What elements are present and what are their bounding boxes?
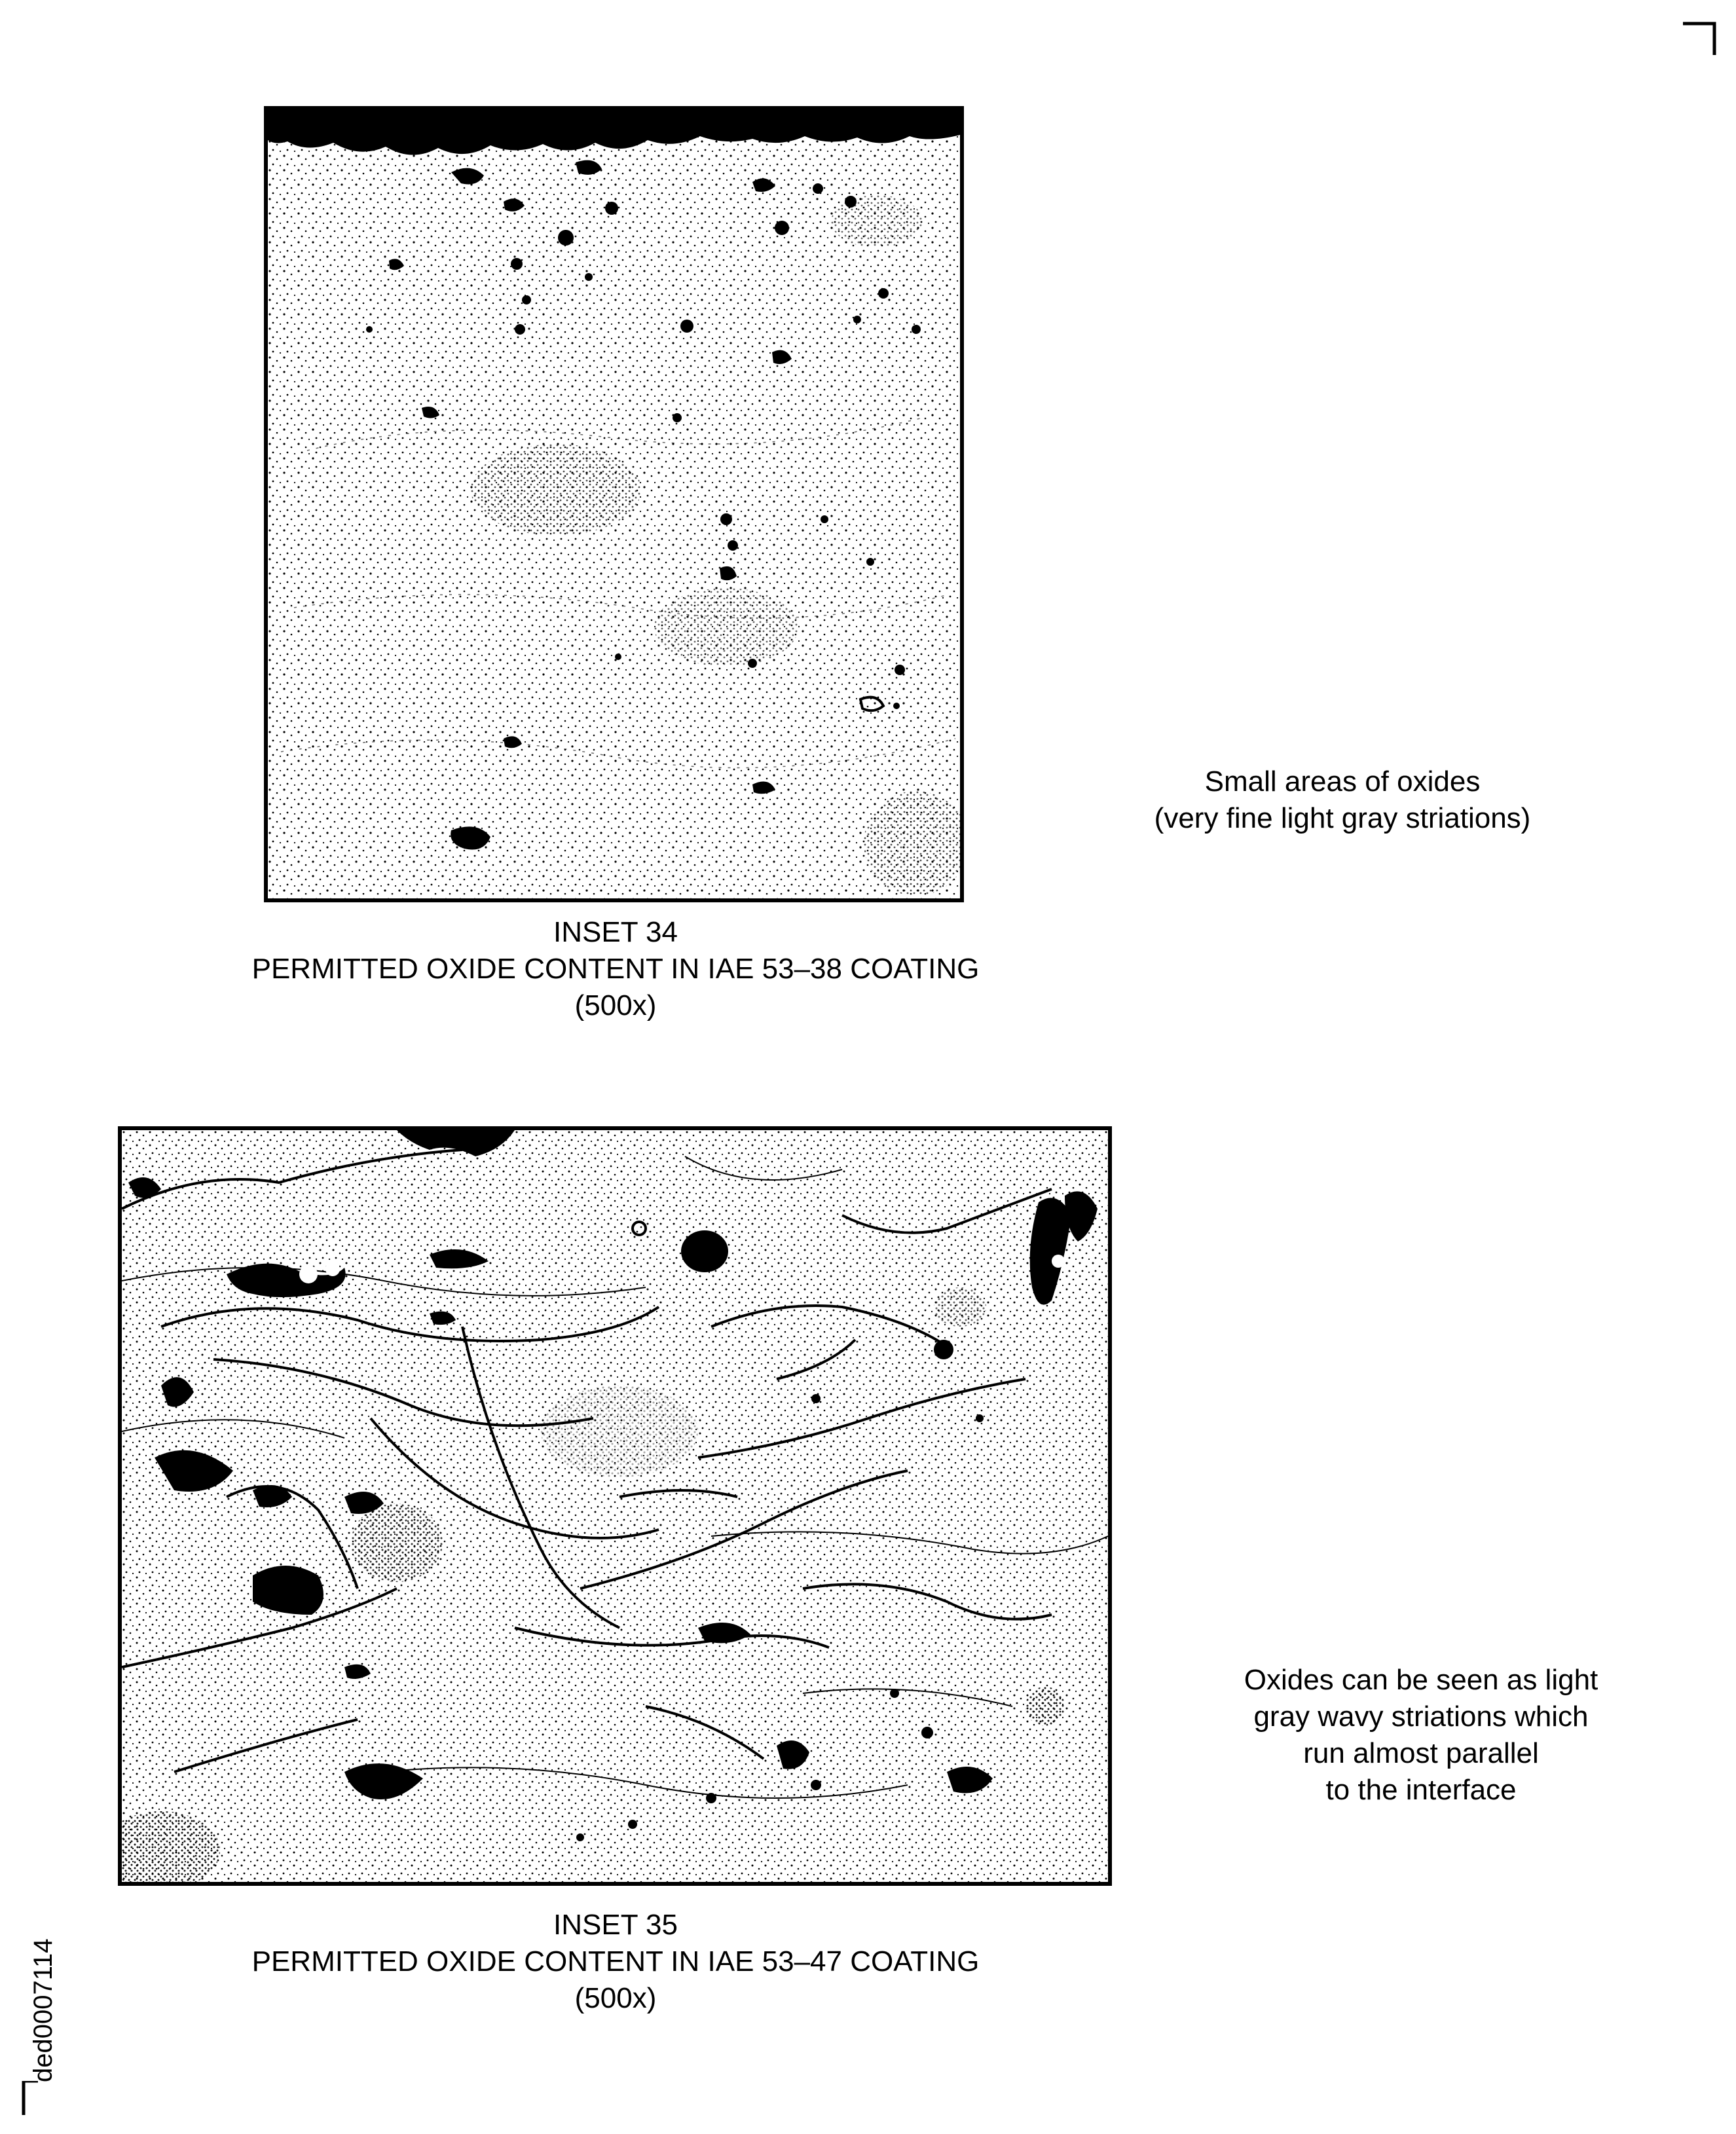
inset34-note-line: (very fine light gray striations) (1154, 802, 1531, 834)
inset34-caption (183, 914, 1048, 1024)
inset34-subtitle: PERMITTED OXIDE CONTENT IN IAE 53–38 COATING (251, 953, 980, 985)
inset35-micrograph (118, 1126, 1112, 1886)
inset35-note (1172, 1662, 1670, 1809)
inset34-micrograph (264, 106, 964, 902)
inset35-magnification: (500x) (574, 1982, 657, 2014)
corner-crop-mark (1683, 21, 1717, 55)
corner-crop-mark-bottom (21, 2081, 41, 2115)
inset35-title: INSET 35 (553, 1909, 678, 1941)
inset34-note-line: Small areas of oxides (1204, 765, 1481, 798)
inset35-note-line: run almost parallel (1303, 1737, 1539, 1769)
inset35-caption (183, 1907, 1048, 2017)
inset35-note-line: Oxides can be seen as light (1244, 1664, 1598, 1696)
inset34-title: INSET 34 (553, 916, 678, 948)
inset35-note-line: gray wavy striations which (1253, 1701, 1589, 1733)
inset34-note (1100, 763, 1585, 837)
inset35-note-line: to the interface (1325, 1774, 1517, 1806)
inset34-micrograph-image (268, 110, 960, 898)
figure-id: ded0007114 (29, 1938, 58, 2082)
inset35-subtitle: PERMITTED OXIDE CONTENT IN IAE 53–47 COATING (251, 1945, 980, 1978)
inset34-magnification: (500x) (574, 989, 657, 1021)
inset35-micrograph-image (122, 1130, 1108, 1882)
